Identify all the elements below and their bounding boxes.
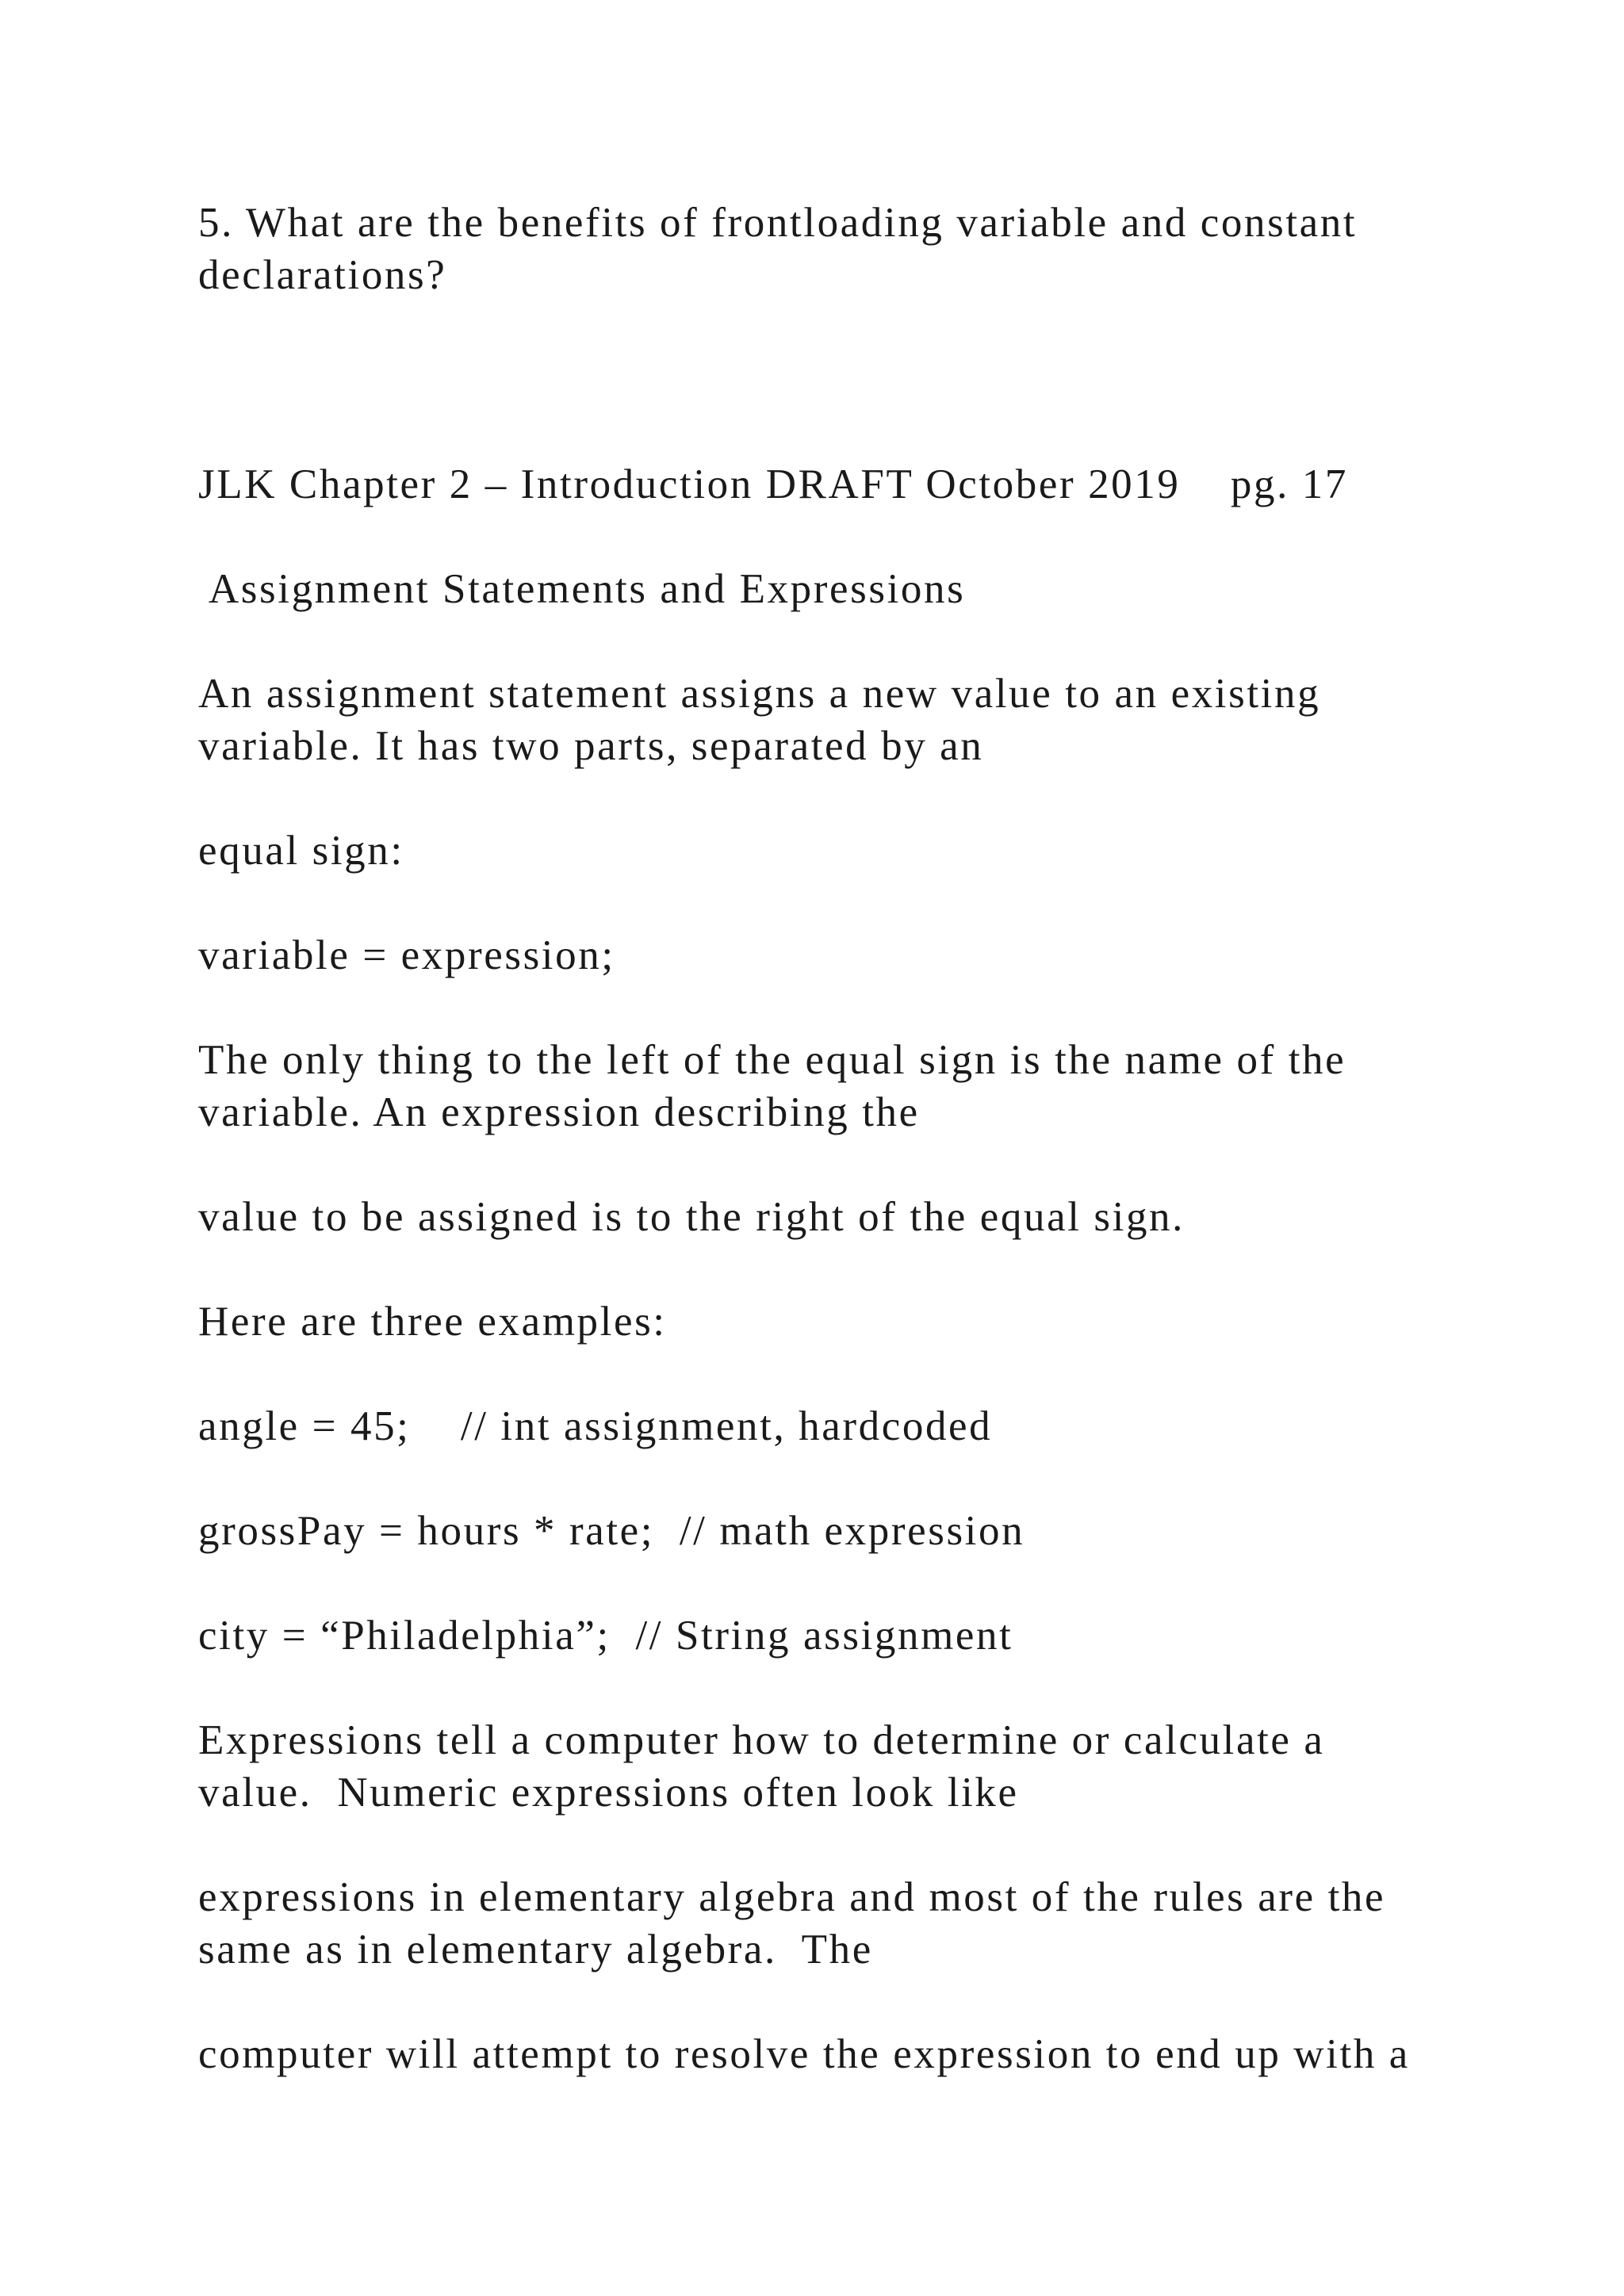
code-example-line: angle = 45; // int assignment, hardcoded xyxy=(198,1403,993,1449)
paragraph-line: The only thing to the left of the equal sign is the name of the xyxy=(198,1037,1346,1083)
paragraph-line: expressions in elementary algebra and most of the rules are the xyxy=(198,1874,1386,1920)
question-line-2: declarations? xyxy=(198,252,447,298)
paragraph-line: variable. An expression describing the xyxy=(198,1089,920,1135)
section-heading: Assignment Statements and Expressions xyxy=(198,566,966,612)
paragraph-line: variable. It has two parts, separated by an xyxy=(198,723,984,769)
code-example-line: city = “Philadelphia”; // String assignment xyxy=(198,1613,1013,1659)
paragraph-line: An assignment statement assigns a new value to an existing xyxy=(198,671,1321,717)
paragraph-line: Here are three examples: xyxy=(198,1299,667,1345)
paragraph-line: equal sign: xyxy=(198,828,404,874)
paragraph-line: value to be assigned is to the right of the equal sign. xyxy=(198,1194,1185,1240)
code-line: variable = expression; xyxy=(198,932,615,978)
paragraph-line: same as in elementary algebra. The xyxy=(198,1927,873,1973)
paragraph-line: Expressions tell a computer how to determine or calculate a xyxy=(198,1717,1325,1763)
paragraph-line: value. Numeric expressions often look like xyxy=(198,1770,1019,1816)
page-header: JLK Chapter 2 – Introduction DRAFT October 2019 pg. 17 xyxy=(198,461,1348,507)
paragraph-line: computer will attempt to resolve the expression to end up with a xyxy=(198,2031,1410,2077)
question-line-1: 5. What are the benefits of frontloading variable and constant xyxy=(198,200,1358,246)
code-example-line: grossPay = hours * rate; // math expression xyxy=(198,1508,1025,1554)
